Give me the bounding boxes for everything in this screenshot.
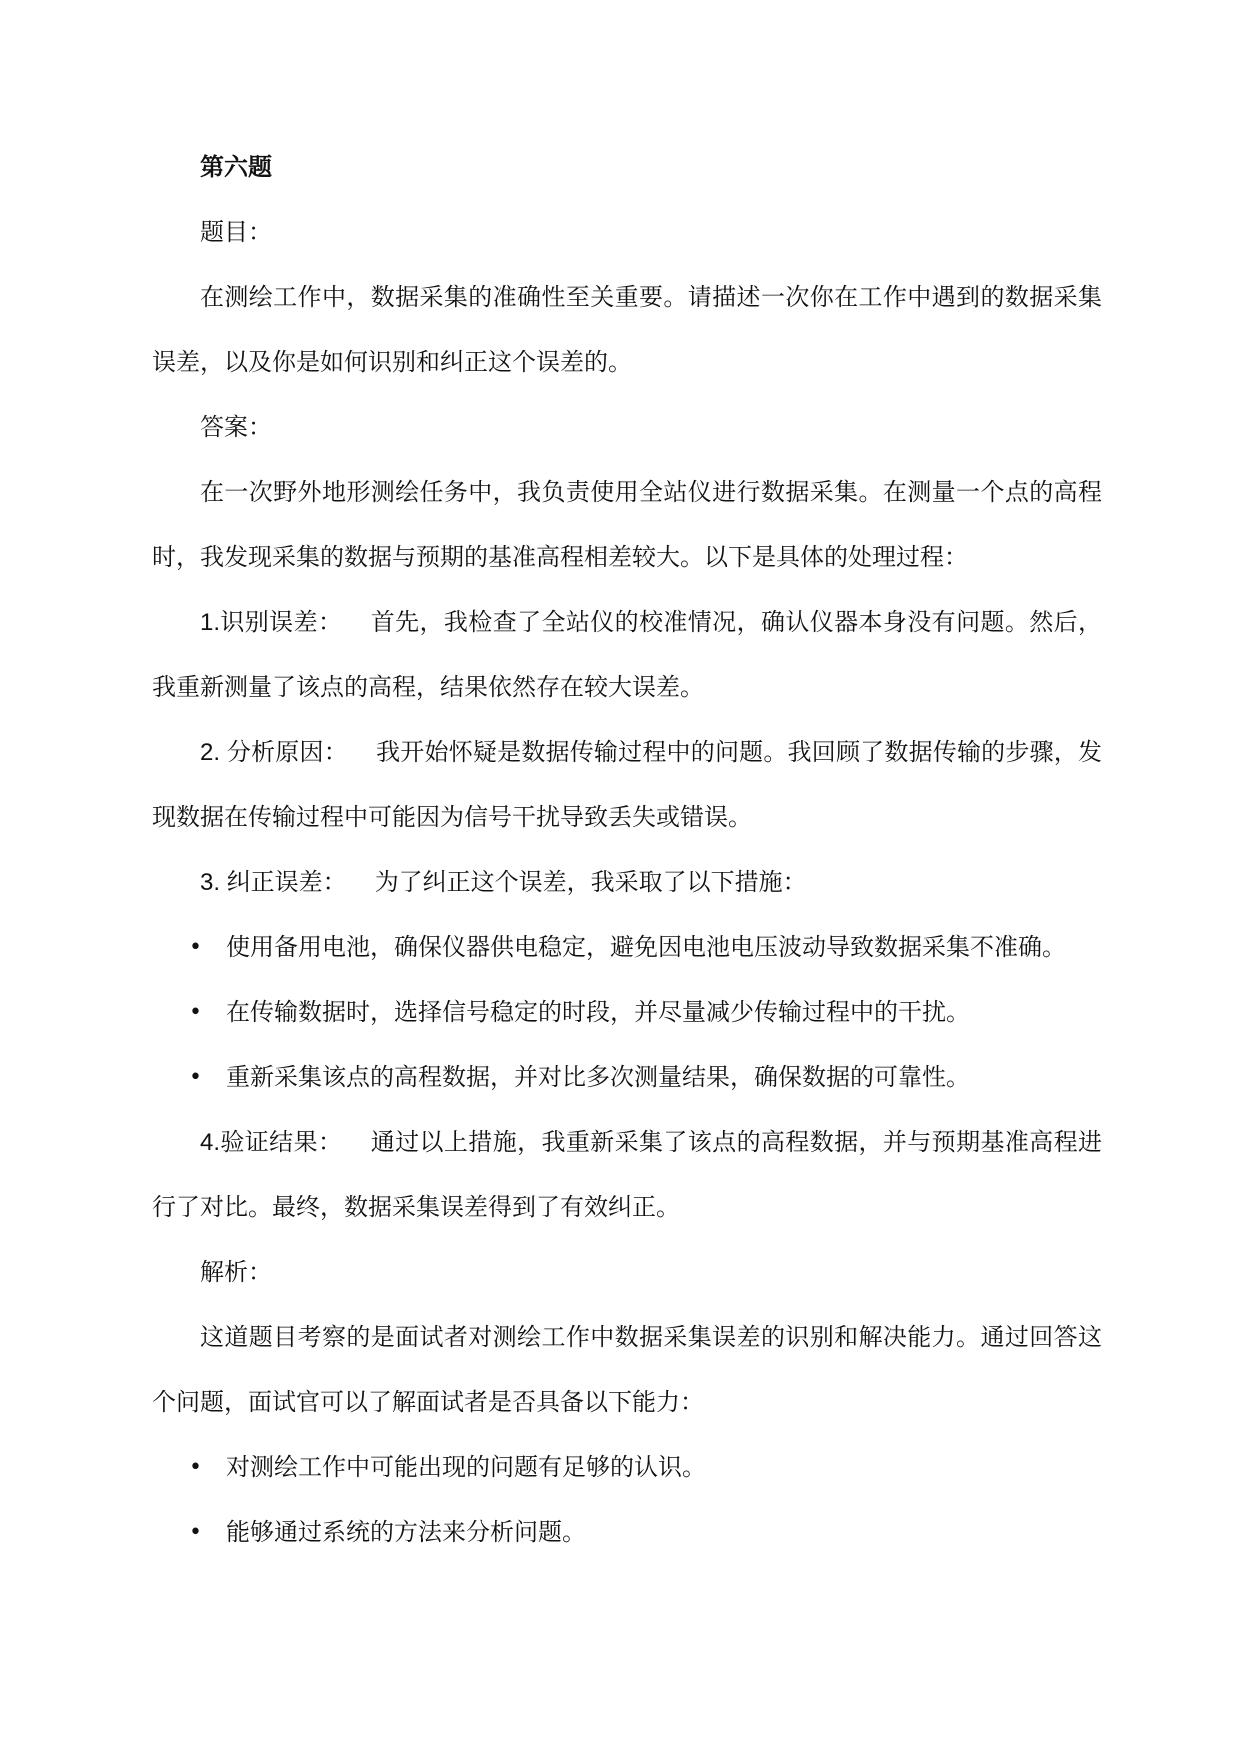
analysis-label: 解析：: [200, 1258, 272, 1286]
bullet-icon: •: [189, 1520, 202, 1545]
step-number: 2.: [200, 739, 227, 766]
step-2: [152, 720, 1102, 850]
bullet-icon: •: [189, 1000, 202, 1025]
list-item: • 在传输数据时，选择信号稳定的时段，并尽量减少传输过程中的干扰。: [152, 980, 1102, 1045]
bullet-icon: •: [189, 1455, 202, 1480]
step-label: 分析原因：: [226, 738, 348, 766]
answer-intro: 在一次野外地形测绘任务中，我负责使用全站仪进行数据采集。在测量一个点的高程时，我发现采集的数据与预期的基准高程相差较大。以下是具体的处理过程：: [152, 478, 1102, 571]
document-page: [152, 140, 1102, 1565]
bullet-icon: •: [189, 935, 202, 960]
step-number: 3.: [200, 869, 227, 896]
step-number: 4.: [200, 1129, 221, 1156]
list-item: • 使用备用电池，确保仪器供电稳定，避免因电池电压波动导致数据采集不准确。: [152, 915, 1102, 980]
answer-label: 答案：: [200, 413, 272, 441]
list-item: • 对测绘工作中可能出现的问题有足够的认识。: [152, 1435, 1102, 1500]
measures-list: [152, 915, 1102, 1110]
step-label: 验证结果：: [220, 1128, 343, 1156]
abilities-list: [152, 1435, 1102, 1565]
step-number: 1.: [200, 609, 221, 636]
question-label: 题目：: [200, 218, 272, 246]
list-item: • 重新采集该点的高程数据，并对比多次测量结果，确保数据的可靠性。: [152, 1045, 1102, 1110]
step-text: 通过以上措施，我重新采集了该点的高程数据，并与预期基准高程进行了对比。最终，数据采集误差得到了有效纠正。: [152, 1128, 1103, 1221]
step-3: [152, 850, 1102, 915]
list-item: • 能够通过系统的方法来分析问题。: [152, 1500, 1102, 1565]
step-text: 我开始怀疑是数据传输过程中的问题。我回顾了数据传输的步骤，发现数据在传输过程中可能因为信号干扰导致丢失或错误。: [152, 738, 1102, 831]
analysis-text: 这道题目考察的是面试者对测绘工作中数据采集误差的识别和解决能力。通过回答这个问题，面试官可以了解面试者是否具备以下能力：: [152, 1323, 1102, 1416]
step-text: 首先，我检查了全站仪的校准情况，确认仪器本身没有问题。然后，我重新测量了该点的高程，结果依然存在较大误差。: [152, 608, 1103, 701]
question-text: 在测绘工作中，数据采集的准确性至关重要。请描述一次你在工作中遇到的数据采集误差，以及你是如何识别和纠正这个误差的。: [152, 283, 1102, 376]
step-text: 为了纠正这个误差，我采取了以下措施：: [374, 868, 807, 896]
question-title: 第六题: [200, 153, 272, 181]
step-1: [152, 590, 1102, 720]
step-label: 纠正误差：: [226, 868, 347, 896]
step-4: [152, 1110, 1102, 1240]
bullet-icon: •: [189, 1065, 202, 1090]
step-label: 识别误差：: [220, 608, 343, 636]
